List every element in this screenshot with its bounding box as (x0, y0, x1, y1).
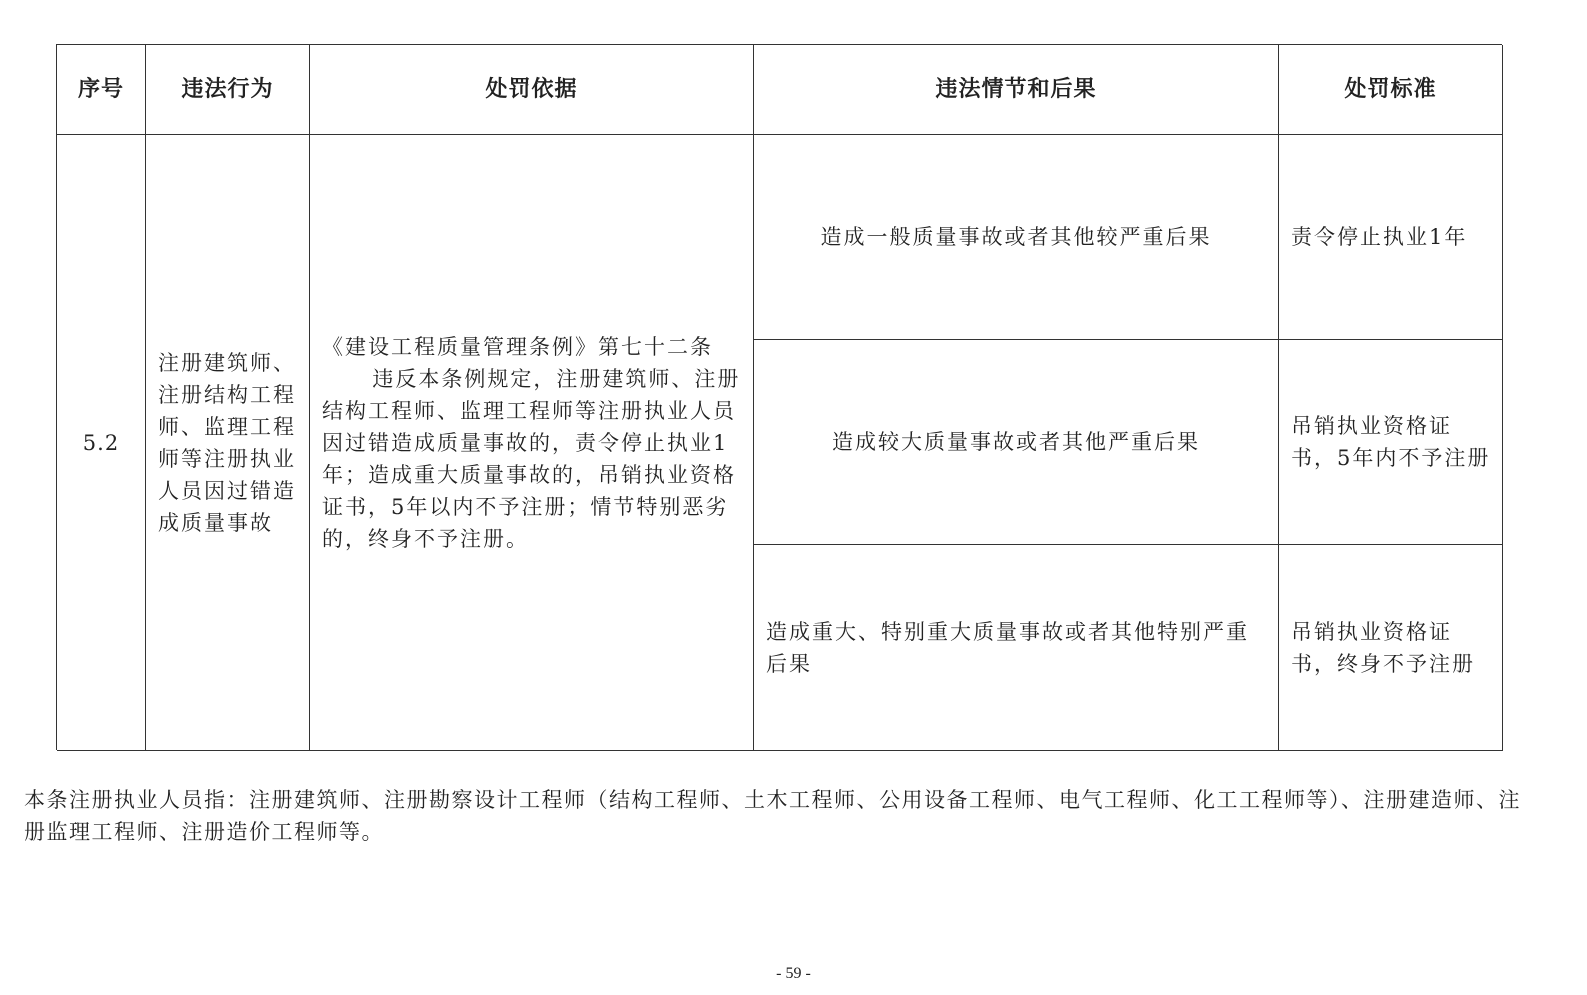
standard-3 (1279, 545, 1503, 751)
basis-body: 违反本条例规定，注册建筑师、注册结构工程师、监理工程师等注册执业人员因过错造成质量事故的，责令停止执业1年；造成重大质量事故的，吊销执业资格证书，5年以内不予注册；情节特别恶劣的，终身不予注册。 (322, 366, 741, 551)
footnote: 本条注册执业人员指：注册建筑师、注册勘察设计工程师（结构工程师、土木工程师、公用设备工程师、电气工程师、化工工程师等）、注册建造师、注册监理工程师、注册造价工程师等。 (24, 788, 1521, 844)
condition-1-text: 造成一般质量事故或者其他较严重后果 (820, 225, 1212, 249)
condition-2 (754, 340, 1279, 545)
row-violation-text: 注册建筑师、注册结构工程师、监理工程师等注册执业人员因过错造成质量事故 (158, 350, 296, 535)
header-seq: 序号 (57, 45, 146, 135)
header-circumstance: 违法情节和后果 (754, 45, 1279, 135)
penalty-table (56, 44, 1502, 750)
header-basis: 处罚依据 (310, 45, 754, 135)
standard-2-text: 吊销执业资格证书，5年内不予注册 (1291, 414, 1491, 470)
standard-1-text: 责令停止执业1年 (1291, 225, 1468, 249)
condition-2-text: 造成较大质量事故或者其他严重后果 (832, 430, 1200, 454)
header-standard: 处罚标准 (1279, 45, 1503, 135)
standard-1 (1279, 135, 1503, 340)
basis-title: 《建设工程质量管理条例》第七十二条 (322, 334, 713, 359)
condition-3 (754, 545, 1279, 751)
condition-1 (754, 135, 1279, 340)
standard-2 (1279, 340, 1503, 545)
condition-3-text: 造成重大、特别重大质量事故或者其他特别严重后果 (766, 619, 1249, 676)
header-violation: 违法行为 (146, 45, 310, 135)
standard-3-text: 吊销执业资格证书，终身不予注册 (1291, 619, 1475, 676)
row-violation (146, 135, 310, 751)
row-basis (310, 135, 754, 751)
page-number: - 59 - (776, 965, 811, 982)
row-seq: 5.2 (57, 135, 146, 751)
